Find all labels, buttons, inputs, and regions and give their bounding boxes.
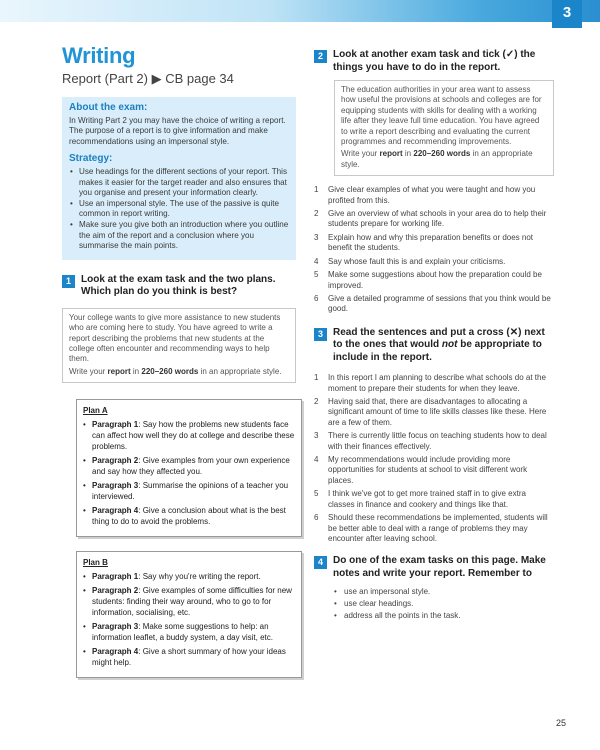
task-1-title: Look at the exam task and the two plans. Which plan do you think is best? [81,273,276,298]
task-2-prompt-box [334,80,554,176]
task-1-instruction [69,367,289,377]
paragraph-label: Paragraph 1 [92,572,139,582]
item-number: 2 [314,397,319,407]
task-4-item: • use an impersonal style. [334,586,554,598]
item-number: 3 [314,232,319,242]
item-text: Should these recommendations be implemented, students will be better able to deal with a range of problems they may encounter after leaving school. [328,513,548,543]
paragraph-text: Make some suggestions to help: an information leaflet, a buddy system, a day visit, etc. [92,622,273,643]
task-3-title-emphasis: not [441,339,458,351]
task-2-item [314,257,554,267]
strategy-item: • Make sure you give both an introduction where you outline the aim of the report and a conclusion where you summarise the main points. [69,220,289,252]
paragraph-text: Summarise the opinions of a teacher you interviewed. [92,481,289,502]
page-number: 25 [555,718,566,728]
paragraph-text: Say how the problems new students face can affect how well they do at college and describe these problems. [92,420,295,452]
instruction-text: in an appropriate style. [200,366,282,376]
item-text: Say whose fault this is and explain your criticisms. [328,256,506,266]
paragraph-text: Give a short summary of how your ideas might help. [92,647,286,668]
item-text: Give an overview of what schools in your area do to help their students prepare for working life. [328,209,547,229]
item-number: 4 [314,455,319,465]
task-2-instruction [341,149,547,170]
item-text: I think we've got to get more trained staff in to give extra classes in finance and cookery and things like that. [328,489,526,509]
item-number: 4 [314,256,319,266]
task-3-item [314,513,554,544]
paragraph-label: Paragraph 4 [92,506,139,516]
plan-a-title: Plan A [83,406,108,416]
strategy-heading: Strategy: [69,153,113,165]
unit-number-badge: 3 [552,0,582,28]
item-number: 2 [314,209,319,219]
page-title: Writing [62,43,136,68]
paragraph-label: Paragraph 2 [92,586,139,596]
task-1-prompt: Your college wants to give more assistance to new students who are coming here to study. You have agreed to write a report describing the problems that new students at the college often encounter and recommending ways to help them. [69,312,281,364]
paragraph-label: Paragraph 4 [92,647,139,657]
instruction-word-count: 220–260 words [141,366,199,376]
header-band [0,0,600,22]
paragraph-text: Give examples from your own experience and say how they affected you. [92,456,290,477]
paragraph-text: Say why you're writing the report. [142,572,261,582]
paragraph-label: Paragraph 3 [92,481,139,491]
instruction-text: in an appropriate style. [341,149,533,169]
instruction-text: Write your [341,149,378,159]
plan-b-item: • Paragraph 1: Say why you're writing the report. [83,571,295,582]
paragraph-text: Give examples of some difficulties for new students: finding their way around, who to go to for information, socialising, etc. [92,586,292,618]
task-2-item [314,209,554,230]
task-3-item [314,455,554,486]
left-column [62,44,296,678]
coursebook-ref: CB page 34 [165,71,234,86]
task-4-list [334,586,554,622]
item-text: Give a detailed programme of sessions that you think would be good. [328,293,551,314]
item-number: 1 [314,373,319,383]
item-text: In this report I am planning to describe what schools do at the moment to prepare their students for when they leave. [328,373,546,393]
play-arrow-icon: ▶ [151,71,162,86]
item-text: Explain how and why this preparation benefits or does not benefit the students. [328,232,534,253]
plan-a-item: • Paragraph 4: Give a conclusion about what is the best thing to do to avoid the problems. [83,505,295,527]
strategy-list [69,167,289,252]
task-number-badge: 1 [62,275,75,288]
paragraph-label: Paragraph 2 [92,456,139,466]
plan-b-list [83,571,295,668]
item-text: Make some suggestions about how the preparation could be improved. [328,270,542,290]
plan-b-box [76,551,302,678]
plan-b-item: • Paragraph 4: Give a short summary of how your ideas might help. [83,646,295,668]
task-4-item: • address all the points in the task. [334,610,554,622]
task-3-heading [314,327,554,365]
instruction-word-count: 220–260 words [413,149,471,159]
task-2-item [314,233,554,254]
item-number: 3 [314,431,319,441]
subtitle-text: Report (Part 2) [62,71,148,86]
paragraph-label: Paragraph 3 [92,622,139,632]
task-2-heading [314,49,554,74]
item-number: 1 [314,185,319,195]
task-3-title [333,327,554,365]
instruction-text: in [404,149,412,159]
task-3-list [314,373,554,544]
item-number: 6 [314,513,319,523]
item-text: There is currently little focus on teaching students how to deal with their finances effectively. [328,431,547,451]
subtitle [62,71,296,87]
about-heading: About the exam: [69,102,148,113]
task-2-item [314,294,554,315]
instruction-text: Write your [69,366,106,376]
plan-b-title: Plan B [83,558,108,568]
task-1-heading [62,274,296,299]
right-column [314,49,554,622]
task-4-heading [314,555,554,580]
strategy-item: • Use headings for the different sections of your report. This makes it easier for the target reader and also ensures that you organise and present your information clearly. [69,167,289,199]
task-4-title: Do one of the exam tasks on this page. Make notes and write your report. Remember to [333,555,546,579]
item-number: 5 [314,270,319,280]
about-strategy-box [62,97,296,260]
about-text: In Writing Part 2 you may have the choice of writing a report. The purpose of a report is to give information and make recommendations using an impersonal style. [69,115,286,146]
plan-a-item: • Paragraph 1: Say how the problems new students face can affect how well they do at college and describe these problems. [83,419,295,452]
paragraph-text: Give a conclusion about what is the best thing to do to avoid the problems. [92,506,286,527]
task-3-item [314,397,554,428]
task-3-item [314,431,554,452]
plan-a-item: • Paragraph 2: Give examples from your own experience and say how they affected you. [83,455,295,477]
task-number-badge: 2 [314,50,327,63]
item-text: Give clear examples of what you were taught and how you profited from this. [328,185,536,205]
strategy-item: • Use an impersonal style. The use of the passive is quite common in report writing. [69,199,289,220]
task-3-title-text: Read the sentences and put a cross (✕) next to the ones that would [333,326,545,351]
item-number: 5 [314,489,319,499]
item-text: Having said that, there are disadvantages to allocating a significant amount of time to life skills classes like these. Here are a few of them. [328,397,547,427]
plan-a-box [76,399,302,537]
plan-b-item: • Paragraph 2: Give examples of some difficulties for new students: finding their way around, who to go to for information, socialising, etc. [83,585,295,618]
task-3-item [314,373,554,394]
task-4-item: • use clear headings. [334,598,554,610]
task-2-prompt: The education authorities in your area want to assess how useful the provisions at schools and colleges are for equipping students with skills for dealing with a working life after they leave full time education. You have agreed to write a report describing and evaluating the current programmes and recommending improvements. [341,85,542,147]
task-2-item [314,270,554,291]
task-number-badge: 3 [314,328,327,341]
plan-b-item: • Paragraph 3: Make some suggestions to help: an information leaflet, a buddy system, a day visit, etc. [83,621,295,643]
item-number: 6 [314,293,319,303]
instruction-text: in [132,366,140,376]
instruction-bold: report [107,366,131,376]
plan-a-list [83,419,295,527]
task-number-badge: 4 [314,556,327,569]
task-1-prompt-box [62,308,296,383]
paragraph-label: Paragraph 1 [92,420,139,430]
item-text: My recommendations would include providing more opportunities for students at school to visit different work places. [328,455,528,485]
task-3-item [314,489,554,510]
task-2-list [314,185,554,314]
task-3-title-text: be appropriate to include in the report. [333,339,542,363]
instruction-bold: report [379,149,403,159]
plan-a-item: • Paragraph 3: Summarise the opinions of a teacher you interviewed. [83,480,295,502]
task-2-title: Look at another exam task and tick (✓) the things you have to do in the report. [333,49,536,73]
task-2-item [314,185,554,206]
